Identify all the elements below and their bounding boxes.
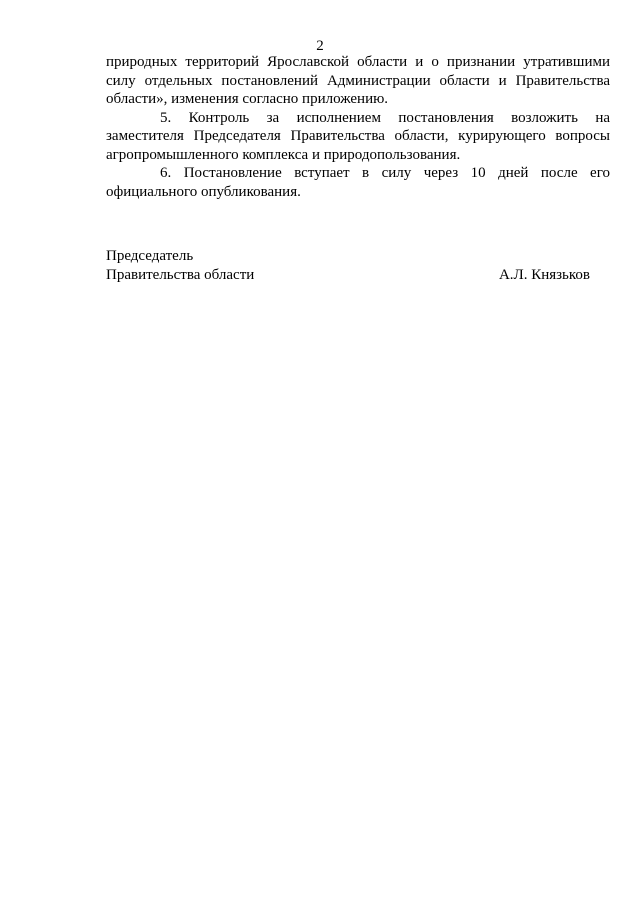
document-body xyxy=(106,53,610,201)
page-number: 2 xyxy=(316,38,324,54)
signature-title-row-2 xyxy=(106,266,590,285)
paragraph-item-5: 5. Контроль за исполнением постановления возложить на заместителя Председателя Правительства области, курирующего вопросы агропромышленного комплекса и природопользования. xyxy=(106,109,610,163)
paragraph-continuation: природных территорий Ярославской области и о признании утратившими силу отдельных постановлений Администрации области и Правительства области», изменения согласно приложению. xyxy=(106,54,610,107)
signature-title-row-1 xyxy=(106,247,590,266)
signature-block xyxy=(106,247,590,284)
signatory-name: А.Л. Князьков xyxy=(498,266,590,283)
signatory-position-line2: Правительства области xyxy=(106,266,255,283)
signatory-position-line1: Председатель xyxy=(106,248,194,264)
paragraph-item-6: 6. Постановление вступает в силу через 10 дней после его официального опубликования. xyxy=(106,165,610,200)
